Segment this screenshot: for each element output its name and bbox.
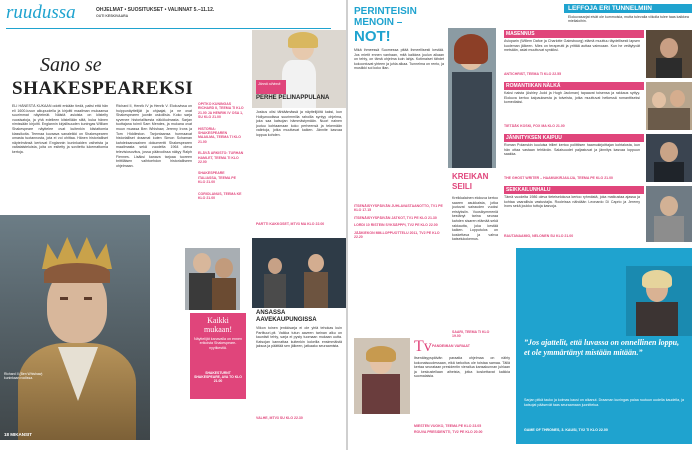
- perhe-title: PERHE PELINAPPULANA: [256, 95, 330, 101]
- body-column-2: Richard II, Henrik IV ja Henrik V. Elokuvissa on huippunäyttelijät ja ohjaajat, ja ne ovat Shakespearen juoniin uskollisia. Koko sarja syvenee historiallisesta näkökulmasta. Sarjan tuottajana toimii Sam Mendes, ja mukana ovat muun muassa Ben Whishaw, Jeremy Irons ja Tom Hiddleston. Tarjontaansa hurmaavat historialliset draamat kuten Simon Schaman kahdeksanosainen dokumentti Shakespearen maailmasta sekä vuodelta 1964 oleva televisiosovitus, jossa pääroolissa näkyy Ralph Fiennes. Lisäksi kanava tarjoaa tuoreen brittiläisen vaihtoehdon historialliseen ohjelmaan.: [116, 104, 192, 168]
- sidebar-item: SHAKESPEARE ITALIASSA, TEEMA PE KLO 21.00: [198, 171, 236, 185]
- quote-body: Sarjan pitkä tauko ja kolmas kausi on alkanut. Draaman kuningas palaa ruutuun uudella kaudella, ja katsojat pääsevät taas seuraamaan juonittelua.: [524, 398, 684, 407]
- quote-credit: GAME OF THRONES, 3. KAUSI, TV2 TI KLO 22.00: [524, 428, 608, 432]
- leffoja-sub: Elokuvasarjat eivät ole kummoisia, mutta tulevalla viikolla tulee taas kaikkea mielialoihin.: [568, 15, 689, 24]
- perhe-body: Joskus olisi tähtäämässä ja näyttelijöitä kaksi, kun Hollywoodissa suurimmilla rahoilla syntyy ohjelma, joka saa katsojan hämmästymään. Nuori nainen joutuu kohtaamaan koko perheensä ja tekemään valintoja, jotka muuttavat kaiken. Jännite kasvaa loppua kohden.: [256, 110, 342, 137]
- perinteisin-section: [354, 6, 446, 338]
- film-item: [504, 186, 692, 246]
- sidebar-item: HISTORIA: SHAKESPEAREN MAAILMA, TEEMA TI KLO 21.00: [198, 126, 242, 144]
- film-title: ROMANTIIKAN NÄLKÄ: [504, 82, 644, 90]
- kreikan-title1: KREIKAN: [452, 172, 489, 181]
- perhe-badge: Jännä oihinnä: [258, 82, 281, 86]
- photo-caption: Richard II (Ben Whishaw) kuninkaan roolissa.: [4, 372, 43, 381]
- sidebar-item: CORIOLANUS, TEEMA KE KLO 21.00: [198, 191, 242, 201]
- film-title: MASENNUS: [504, 30, 644, 38]
- film-title: SEIKKAILUNHALU: [504, 186, 644, 194]
- kreikan-title2: SEILI: [452, 182, 473, 191]
- page-number: 18: [4, 432, 10, 437]
- pandemia-photo: [354, 338, 410, 414]
- sidebar-item: OPITKO KUNINGAS RICHARD II, TEEMA TI KLO 21.00 JA HENRIK IV OSA 1, SU KLO 21.00: [198, 102, 244, 120]
- schedule-line: ITSENÄISYYSPÄIVÄN JATKOT, TV1 PE KLO 21.30: [354, 215, 437, 220]
- headline-line2: SHAKESPEAREKSI: [12, 78, 194, 99]
- kaikki-title: Kaikki mukaan!: [204, 316, 232, 334]
- ansassa-title: ANSASSA AAVEKAUPUNGISSA: [256, 310, 317, 323]
- king-photo: [0, 215, 150, 440]
- kaikki-mukaan-box: [190, 313, 246, 399]
- film-list: [504, 30, 692, 238]
- left-page: [0, 0, 346, 450]
- header-subtitle: OHJELMAT • SUOSITUKSET • VALINNAT 5.–11.12.: [96, 7, 215, 13]
- kreikan-photo: [448, 28, 496, 168]
- kreikan-body: Kreikkalainen elokuva kertoo saaren asukkaista, jotka joutuvat sairauden vuoksi eristyksiin. Vuosikymmeniä kestänyt tarina seuraa kahden sisaren elämää sekä rakkautta, joka kestää kaiken. Lopputulos on koskettava ja vahva katselukokemus.: [452, 196, 498, 242]
- leffoja-header: [504, 4, 692, 26]
- pandemia-prefix: Tv: [414, 338, 432, 355]
- film-title: JÄNNITYKSEN KAIPUU: [504, 134, 644, 142]
- film-credit: THE GHOST WRITER – HAAMUKIRJAILIJA, TEEMA PE KLO 21.00: [504, 176, 613, 180]
- kreikan-credit: SAARI, TEEMA TI KLO 19.00: [452, 330, 490, 339]
- film-body: Kaksi naista (Ashley Judd ja Hugh Jackman) tapaavat toisensa ja rakkaus syttyy. Elokuva kertoo kaipauksesta ja toiveista, jotka muuttuvat hetkessä romanttiseksi komediaksi.: [504, 91, 640, 105]
- small-photo: [185, 248, 240, 310]
- perinteisin-title2: MENOIN –: [354, 17, 403, 28]
- ansassa-photo: [252, 238, 346, 308]
- headline-line1: Sano se: [40, 54, 102, 76]
- schedule-line: ITSENÄISYYSPÄIVÄN JUHLAVASTAANOTTO, TV1 PE KLO 17.15: [354, 204, 443, 213]
- perhe-credit: PARTTI KAKKOSET, MTV3 MA KLO 22.00: [256, 222, 325, 226]
- kaikki-body: Näyttelijät kanavalla on ennen erikoista Shakespeare-nyytikestiä.: [194, 337, 242, 350]
- schedule-line: LORDI 10 RISTEIN SYKSÄPPPI, TV2 PE KLO 22.00: [354, 223, 438, 228]
- section-title: ruudussa: [6, 2, 76, 23]
- kaikki-show: SHAKESTURNT SHAKESPEARE, AVA TO KLO 21.00: [194, 371, 242, 384]
- sidebar-item: ELÄVÄ ARKISTO: TURHAN HAMLET, TEEMA TI KLO 22.00: [198, 151, 244, 165]
- pandemia-badge: PANDEMIAN VARIAAT: [432, 344, 470, 348]
- film-credit: TIETÄÄK KOSKI, FOX MA KLO 21.00: [504, 124, 565, 128]
- perinteisin-title3: NOT!: [354, 28, 391, 45]
- magazine-brand: MIKANSIT: [10, 432, 33, 437]
- ansassa-body: Viikon toinen jenkkisarja ei ole yhtä tehokas kuin Partituuri-pit. Vaikka tutun aaveen tarinan alku on kauniisti tehty, sarja ei pysty tuomaan mukaan uutta. Katsojan kannattaa kuitenkin kokeilla ensimmäistä jaksoa ja päättää sen jälkeen, jatkaako seuraamista.: [256, 326, 342, 349]
- film-item: [504, 82, 692, 132]
- ansassa-credit: VALHE, MTV3 SU KLO 22.30: [256, 416, 303, 420]
- pandemia-body: Itsenäisyyspäivän paraatia ohjelmaa on nähty kokonaisuudessaan, eikä tarkoitus ole toistaa samaa. Tällä kertaa seurataan presidentin vierailua kansakunnan juhlaan ja keskustellaan aiheista, jotka koskettavat kaikkia suomalaisia.: [414, 356, 510, 379]
- film-body: Avioparin (Willem Dafoe ja Charlotte Gainsbourg) elämä muuttuu täydellisesti lapsen kuoleman jälkeen. Mies on terapeutti ja yrittää auttaa vaimoaan. Kun he vetäytyvät metsään, asiat muuttuvat synkiksi.: [504, 39, 640, 53]
- sidebar-left: [198, 102, 244, 252]
- header-author: OUTI KESKIVAARA: [96, 14, 129, 18]
- film-credit: RAUTANAAMIO, NELONEN SU KLO 21.00: [504, 234, 574, 238]
- film-credit: ANTICHRIST, TEEMA TI KLO 22.55: [504, 72, 562, 76]
- perinteisin-title1: PERINTEISIN: [354, 6, 417, 17]
- quote-box: [516, 248, 692, 444]
- pandemia-credit-1: MIESTEN VUOKO, TEEMA PE KLO 23.05: [414, 424, 482, 428]
- right-page: [348, 0, 696, 450]
- perinteisin-lines: [354, 204, 444, 239]
- leffoja-title: LEFFOJA ERI TUNNELMIIN: [568, 5, 652, 12]
- schedule-line: JÄÄKIEKON MM-LOPPUOTTELU 2011, TV2 PE KLO 22.20: [354, 230, 440, 240]
- film-item: [504, 134, 692, 184]
- body-column-1: ELI HÄNESTÄ KUKAAN odotti enkään tiedä, paitsi että hän eli 1600-luvun alkupuolella ja kirjoitti maailman mukaansa suurimmat näytelmät. Näistä asioista on kiistelty vuosisatoja, ja yhä edelleen kiistellään siitä, kuka hänen nimissään kirjoitti. Englannin kirjallisuuden kuningas William Shakespeare näyttelee ovat kuitenkin kiistattomia klassikoita. Teemaa kuvaava sanaleikki on Shakespearen omasta tuotannosta, jota ei voi ohittaa. Hänen historialliset näytelmänsä kertovat Englannin kuninkaiden vaiheista ja valtataisteluista, joita on esitetty ja sovitettu lukemattomia kertoja.: [12, 104, 108, 154]
- quote-text: ”Jos ajattelit, että luvassa on onnellinen loppu, et ole ymmärtänyt mistään mitään.”: [524, 338, 680, 357]
- film-item: [504, 30, 692, 80]
- film-body: Roman Polanskin kuuluisa trilleri kertoo poliittisen haamukirjoittajan kohtalosta, kun hän ottaa vastaan tehtävän. Salaisuudet paljastuvat ja jännitys kasvaa loppuun saakka.: [504, 143, 640, 157]
- perinteisin-body: Mikä ihmeessä Suomessa pitää ihmeellisesti kestää. Jos mietit ennen vanhaan, mitä kaikkea joulun aikaan on tehty, on tämä ohjelma kuin lahja. Kotimaiset tähdet kokoontuvat yhteen ja juhla alkaa. Tunnelma on rento, ja musiikki soi koko illan.: [354, 48, 444, 71]
- thrones-photo: [626, 266, 692, 336]
- pandemia-credit-2: ROUVA PRESIDENTTI, TV2 PE KLO 20.00: [414, 430, 483, 434]
- film-body: Tämä vuodelta 1986 oleva tieteiselokuva kertoo ryhmästä, joka matkustaa ajassa ja kohtaa vaarallisia vastustajia. Rooleissa nähdään Leonardo Di Caprio ja Jeremy Irons sekä joukko tuttuja kasvoja.: [504, 195, 640, 209]
